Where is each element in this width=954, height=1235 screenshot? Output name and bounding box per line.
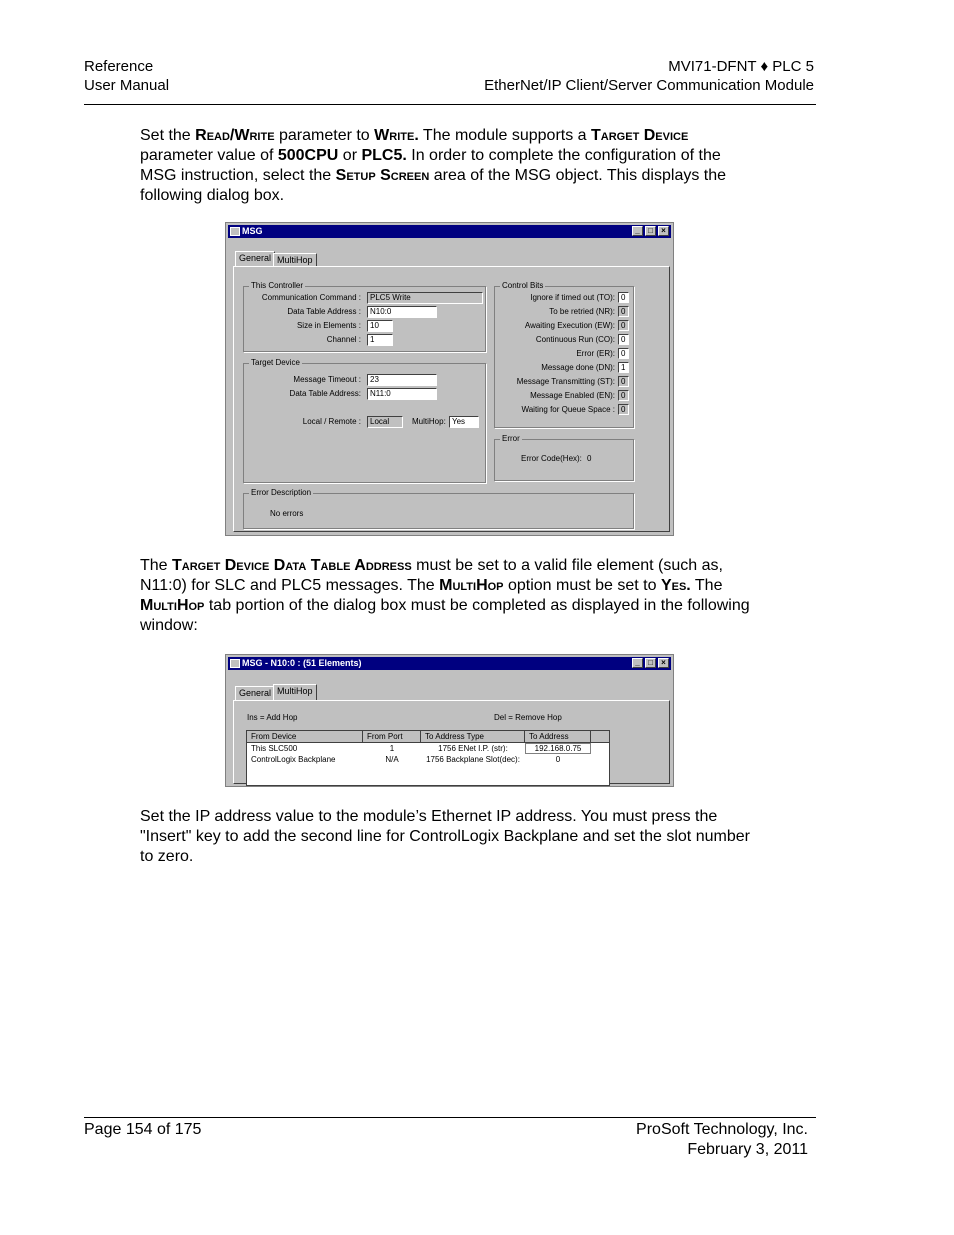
column-header-to-address[interactable]: To Address [525, 731, 591, 743]
bit-label: Error (ER): [576, 349, 615, 358]
table-cell[interactable]: 1756 ENet I.P. (str): [438, 744, 508, 753]
add-hop-hint: Ins = Add Hop [247, 713, 298, 722]
table-cell[interactable]: 1 [389, 744, 395, 753]
tab-multihop[interactable]: MultiHop [273, 253, 317, 267]
field-label: Data Table Address : [287, 307, 361, 316]
group-control-bits [494, 281, 634, 428]
error-bit[interactable]: 0 [618, 348, 629, 359]
dialog-titlebar[interactable] [228, 225, 671, 238]
transmitting-bit: 0 [618, 376, 629, 387]
retry-bit: 0 [618, 306, 629, 317]
error-code-label: Error Code(Hex): [521, 454, 582, 463]
bit-label: Message Transmitting (ST): [516, 377, 615, 386]
field-label: Data Table Address: [289, 389, 361, 398]
group-title: This Controller [251, 281, 304, 290]
field-label: Channel : [326, 335, 361, 344]
close-icon[interactable]: × [658, 226, 669, 236]
app-icon [230, 227, 240, 236]
local-remote-select[interactable]: Local [367, 416, 403, 428]
bit-label: Message Enabled (EN): [530, 391, 615, 400]
column-header-to-address-type[interactable]: To Address Type [421, 731, 525, 743]
group-title: Control Bits [502, 281, 544, 290]
group-this-controller [243, 281, 486, 352]
table-cell[interactable]: ControlLogix Backplane [251, 755, 336, 764]
bit-label: Waiting for Queue Space : [521, 405, 615, 414]
column-header-from-port[interactable]: From Port [363, 731, 421, 743]
header-doc-type: User Manual [84, 77, 170, 94]
queue-space-bit: 0 [618, 404, 629, 415]
table-cell[interactable]: This SLC500 [251, 744, 298, 753]
ip-address-cell[interactable]: 192.168.0.75 [525, 743, 591, 754]
message-done-bit[interactable]: 1 [618, 362, 629, 373]
app-icon [230, 659, 240, 668]
maximize-icon[interactable]: □ [645, 226, 656, 236]
field-label: Size in Elements : [296, 321, 361, 330]
dialog-title: MSG [242, 226, 263, 236]
bit-label: Ignore if timed out (TO): [530, 293, 615, 302]
footer-right [636, 1120, 808, 1160]
msg-dialog-general [225, 222, 674, 536]
message-timeout-field[interactable]: 23 [367, 374, 437, 386]
bit-label: Continuous Run (CO): [535, 335, 615, 344]
data-table-address-field[interactable]: N10:0 [367, 306, 437, 318]
column-header-from-device[interactable]: From Device [247, 731, 363, 743]
footer-date: February 3, 2011 [687, 1141, 808, 1158]
tab-general[interactable]: General [235, 251, 275, 267]
bit-label: To be retried (NR): [549, 307, 615, 316]
error-code-value: 0 [587, 454, 592, 463]
field-label: Local / Remote : [302, 417, 361, 426]
maximize-icon[interactable]: □ [645, 658, 656, 668]
footer-company: ProSoft Technology, Inc. [636, 1121, 808, 1138]
group-title: Target Device [251, 358, 300, 367]
field-label: Communication Command : [261, 293, 361, 302]
dialog-title: MSG - N10:0 : (51 Elements) [242, 658, 362, 668]
ignore-timeout-bit[interactable]: 0 [618, 292, 629, 303]
awaiting-execution-bit: 0 [618, 320, 629, 331]
footer-rule [84, 1117, 816, 1118]
header-section: Reference [84, 58, 154, 75]
header-product-desc: EtherNet/IP Client/Server Communication Module [484, 77, 814, 94]
paragraph-read-write: Set the Read/Write parameter to Write. The module supports a Target Device parameter value of 500CPU or PLC5. In order to complete the configuration of the MSG instruction, select the Setup Screen area of the MSG object. This displays the following dialog box. [140, 127, 727, 204]
remove-hop-hint: Del = Remove Hop [494, 713, 562, 722]
column-header-filler [591, 731, 609, 743]
tab-general[interactable]: General [235, 686, 275, 700]
continuous-run-bit[interactable]: 0 [618, 334, 629, 345]
page-number: Page 154 of 175 [84, 1121, 202, 1138]
group-error [494, 434, 634, 481]
field-label: Message Timeout : [293, 375, 361, 384]
header-rule [84, 104, 816, 105]
bit-label: Message done (DN): [541, 363, 615, 372]
table-cell[interactable]: 1756 Backplane Slot(dec): [426, 755, 520, 764]
tab-multihop[interactable]: MultiHop [273, 684, 317, 700]
error-description-text: No errors [270, 509, 304, 518]
size-in-elements-field[interactable]: 10 [367, 320, 393, 332]
running-header-left [84, 57, 169, 95]
group-title: Error [502, 434, 520, 443]
minimize-icon[interactable]: _ [632, 226, 643, 236]
dialog-titlebar[interactable] [228, 657, 671, 670]
header-product: MVI71-DFNT ♦ PLC 5 [668, 58, 814, 75]
enabled-bit: 0 [618, 390, 629, 401]
slot-number-cell[interactable]: 0 [555, 755, 561, 764]
group-error-description [243, 488, 634, 529]
group-target-device [243, 358, 486, 483]
communication-command-field[interactable]: PLC5 Write [367, 292, 483, 304]
paragraph-target-address: The Target Device Data Table Address must be set to a valid file element (such as, N11:0) for SLC and PLC5 messages. The MultiHop option must be set to Yes. The MultiHop tab portion of the dialog box must be completed as displayed in the following window: [140, 557, 750, 634]
running-header-right [484, 57, 814, 95]
multihop-select[interactable]: Yes [449, 416, 479, 428]
close-icon[interactable]: × [658, 658, 669, 668]
target-data-table-address-field[interactable]: N11:0 [367, 388, 437, 400]
group-title: Error Description [251, 488, 312, 497]
hop-table [246, 730, 610, 786]
msg-dialog-multihop [225, 654, 674, 787]
table-cell[interactable]: N/A [385, 755, 399, 764]
field-label: MultiHop: [412, 417, 446, 426]
bit-label: Awaiting Execution (EW): [524, 321, 615, 330]
paragraph-ip-address: Set the IP address value to the module’s Ethernet IP address. You must press the "Insert" key to add the second line for ControlLogix Backplane and set the slot number to zero. [140, 808, 750, 865]
channel-field[interactable]: 1 [367, 334, 393, 346]
minimize-icon[interactable]: _ [632, 658, 643, 668]
